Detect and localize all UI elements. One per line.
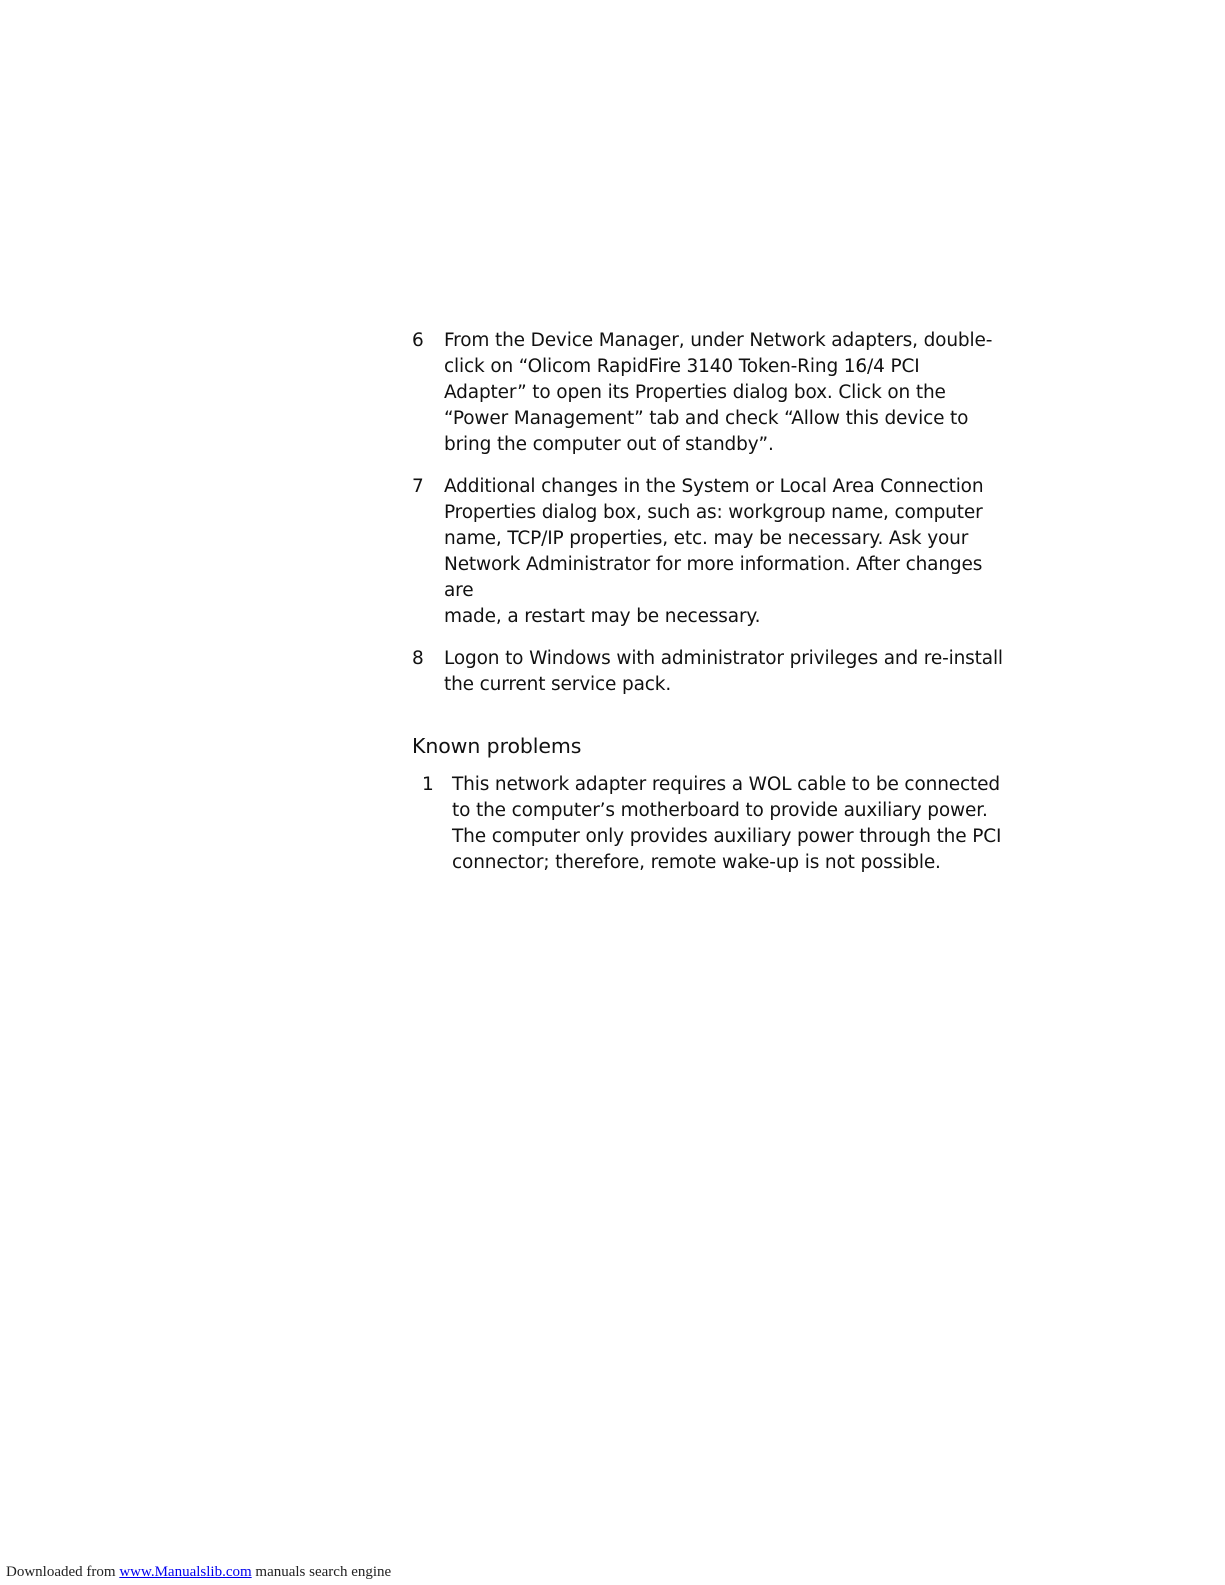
step-text: From the Device Manager, under Network adapters, double- click on “Olicom RapidFire 3140 Token-Ring 16/4 PCI Adapter” to open its Properties dialog box. Click on the “Power Management” tab and check “Allow this device to bring the computer out of standby”. bbox=[444, 330, 993, 455]
step-6 bbox=[412, 328, 1012, 458]
download-footer bbox=[6, 1564, 391, 1581]
step-8 bbox=[412, 646, 1012, 698]
document-body bbox=[412, 328, 1012, 876]
step-number: 6 bbox=[412, 330, 424, 351]
footer-suffix: manuals search engine bbox=[251, 1564, 392, 1580]
step-text: Logon to Windows with administrator privileges and re-install the current service pack. bbox=[444, 648, 1003, 695]
known-problem-1 bbox=[412, 772, 1012, 876]
problem-number: 1 bbox=[422, 774, 434, 795]
problem-text: This network adapter requires a WOL cable to be connected to the computer’s motherboard to provide auxiliary power. The computer only provides auxiliary power through the PCI connector; therefore, remote wake-up is not possible. bbox=[452, 774, 1002, 873]
footer-prefix: Downloaded from bbox=[6, 1564, 120, 1580]
step-number: 7 bbox=[412, 476, 424, 497]
manualslib-link[interactable]: www.Manualslib.com bbox=[119, 1564, 252, 1580]
step-7 bbox=[412, 474, 1012, 630]
step-text: Additional changes in the System or Local Area Connection Properties dialog box, such as: workgroup name, computer name, TCP/IP properties, etc. may be necessary. Ask your Network Administrator for more information. After changes are made, a restart may be necessary. bbox=[444, 476, 984, 627]
step-number: 8 bbox=[412, 648, 424, 669]
known-problems-heading: Known problems bbox=[412, 734, 582, 758]
